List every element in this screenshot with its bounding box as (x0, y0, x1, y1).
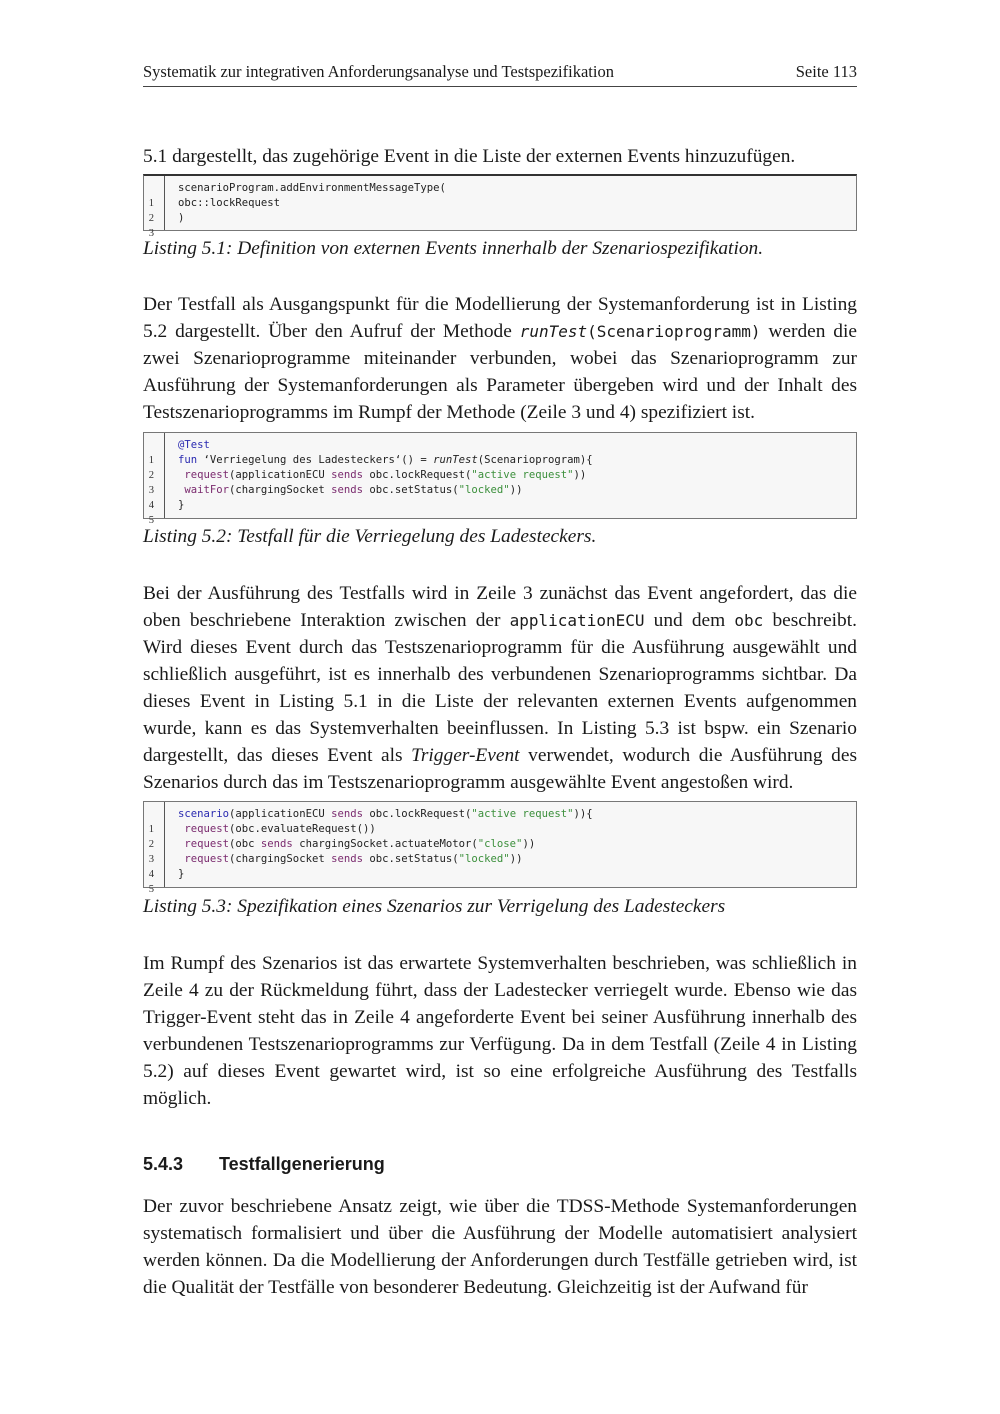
paragraph-testcase (143, 291, 857, 426)
keyword: sends (331, 484, 363, 496)
inline-code: applicationECU (509, 611, 645, 630)
function: request (178, 469, 230, 481)
code-line (144, 852, 856, 880)
code-line (144, 211, 856, 239)
code: (Scenarioprogram){ (477, 454, 593, 466)
code-text (178, 807, 593, 822)
method-name: runTest (519, 322, 588, 341)
code-text (178, 852, 522, 867)
code: )){ (573, 808, 593, 820)
code-text: ) (178, 212, 185, 224)
code: chargingSocket.actuateMotor( (292, 838, 478, 850)
method-argument: (Scenarioprogramm) (587, 322, 761, 341)
code-gutter (164, 176, 165, 230)
paragraph-execution (143, 580, 857, 796)
code-text (178, 822, 376, 837)
listing-5-3-caption: Listing 5.3: Spezifikation eines Szenarios zur Verrigelung des Ladesteckers (143, 896, 726, 917)
code: obc.lockRequest( (362, 469, 472, 481)
line-number: 1 (148, 198, 154, 209)
line-number: 4 (148, 500, 154, 511)
code-line (144, 196, 856, 224)
code-text (178, 837, 535, 852)
keyword: sends (260, 838, 293, 850)
code-text: } (178, 499, 185, 511)
running-header (143, 62, 857, 87)
keyword: scenario (178, 808, 230, 820)
intro-paragraph: 5.1 dargestellt, das zugehörige Event in die Liste der externen Events hinzuzufügen. (143, 146, 796, 167)
code: )) (573, 469, 587, 481)
listing-5-3-code (143, 801, 857, 895)
listing-5-2-caption: Listing 5.2: Testfall für die Verriegelung des Ladesteckers. (143, 526, 597, 547)
code-text (178, 453, 593, 468)
code-text (178, 483, 522, 498)
code: )) (522, 838, 536, 850)
section-title: Testfallgenerierung (219, 1154, 385, 1174)
line-number: 2 (148, 839, 154, 850)
text: beschreibt. Wird dieses Event durch das Testszenarioprogramm für die Ausführung ausgewählt und schließlich ausgeführt, ist es innerhalb des verbundenen Szenarioprogramms sichtbar. Da dieses Event in Listing 5.1 in die Liste der relevanten externen Events aufgenommen wurde, kann es das Systemverhalten beeinflussen. In Listing 5.3 ist bspw. ein Szenario dargestellt, das dieses Event als (143, 610, 857, 766)
code: (applicationECU (229, 469, 332, 481)
text: Bei der Ausführung des Testfalls wird in Zeile 3 zunächst das Event angefordert, das die oben beschriebene Interaktion zwischen der (143, 583, 857, 631)
function: request (178, 853, 230, 865)
code: (chargingSocket (229, 484, 332, 496)
function: waitFor (178, 484, 230, 496)
line-number: 1 (148, 455, 154, 466)
code-text: } (178, 868, 185, 880)
code: obc.setStatus( (362, 484, 459, 496)
keyword: sends (331, 808, 363, 820)
line-number: 3 (148, 854, 154, 865)
code-text (178, 468, 586, 483)
listing-5-1-code (143, 174, 857, 239)
function: request (178, 823, 230, 835)
code: )) (509, 853, 523, 865)
function: request (178, 838, 230, 850)
text: Der Testfall als Ausgangspunkt für die Modellierung der Systemanforderung ist in Listing 5.2 dargestellt. Über den Aufruf der Methode (143, 294, 857, 342)
section-number: 5.4.3 (143, 1154, 184, 1174)
code: (obc.evaluateRequest()) (229, 823, 376, 835)
code: (obc (229, 838, 261, 850)
paragraph-scenario-body: Im Rumpf des Szenarios ist das erwartete Systemverhalten beschrieben, was schließlich in Zeile 4 zu der Rückmeldung führt, dass der Ladestecker verriegelt wurde. Ebenso wie das Trigger-Event steht das in Zeile 4 angeforderte Event bei seiner Ausführung innerhalb des verbundenen Testszenarioprogramms zur Verfügung. Da in dem Testfall (Zeile 4 in Listing 5.2) auf dieses Event gewartet wird, ist so eine erfolgreiche Ausführung des Testfalls möglich. (143, 953, 857, 1109)
string: "locked" (458, 853, 510, 865)
string: "locked" (458, 484, 510, 496)
page-number: Seite 113 (795, 62, 857, 81)
code-gutter (164, 433, 165, 518)
code: obc.setStatus( (362, 853, 459, 865)
paragraph-testcase-generation: Der zuvor beschriebene Ansatz zeigt, wie über die TDSS-Methode Systemanforderungen systematisch formalisiert und über die Ausführung der Modelle automatisiert analysiert werden können. Da die Modellierung der Anforderungen durch Testfälle getrieben wird, ist die Qualität der Testfälle von besonderer Bedeutung. Gleichzeitig ist der Aufwand für (143, 1196, 857, 1298)
function: runTest (433, 454, 478, 466)
inline-code: obc (734, 611, 764, 630)
listing-5-1-caption: Listing 5.1: Definition von externen Events innerhalb der Szenariospezifikation. (143, 238, 764, 259)
text: verwendet, wodurch die Ausführung des Szenarios durch das im Testszenarioprogramm ausgewählte Event angestoßen wird. (143, 745, 857, 793)
code-line (144, 867, 856, 895)
line-number: 4 (148, 869, 154, 880)
annotation: @Test (178, 439, 210, 451)
string: "close" (477, 838, 523, 850)
keyword: fun (178, 454, 198, 466)
line-number: 3 (148, 228, 154, 239)
listing-5-2-code (143, 432, 857, 526)
code-line (144, 483, 856, 511)
line-number: 3 (148, 485, 154, 496)
line-number: 5 (148, 515, 154, 526)
text: werden die zwei Szenarioprogramme miteinander verbunden, wobei das Szenarioprogramm zur Ausführung der Systemanforderungen als Parameter übergeben wird und der Inhalt des Testszenarioprogramms im Rumpf der Methode (Zeile 3 und 4) spezifiziert ist. (143, 321, 857, 423)
keyword: sends (331, 469, 363, 481)
code-line (144, 498, 856, 526)
line-number: 2 (148, 470, 154, 481)
code-text (178, 438, 210, 453)
code: ‘Verriegelung des Ladesteckers‘() = (197, 454, 434, 466)
keyword: sends (331, 853, 363, 865)
emphasis: Trigger-Event (411, 745, 520, 766)
code-text: scenarioProgram.addEnvironmentMessageType( (178, 182, 446, 194)
code: obc.lockRequest( (362, 808, 472, 820)
string: "active request" (471, 808, 574, 820)
code: )) (509, 484, 523, 496)
line-number: 1 (148, 824, 154, 835)
text: und dem (644, 610, 735, 631)
header-title: Systematik zur integrativen Anforderungsanalyse und Testspezifikation (143, 62, 614, 81)
code: (chargingSocket (229, 853, 332, 865)
line-number: 5 (148, 884, 154, 895)
section-heading (143, 1154, 385, 1175)
code-gutter (164, 802, 165, 887)
code: (applicationECU (229, 808, 332, 820)
line-number: 2 (148, 213, 154, 224)
code-text: obc::lockRequest (178, 197, 281, 209)
string: "active request" (471, 469, 574, 481)
